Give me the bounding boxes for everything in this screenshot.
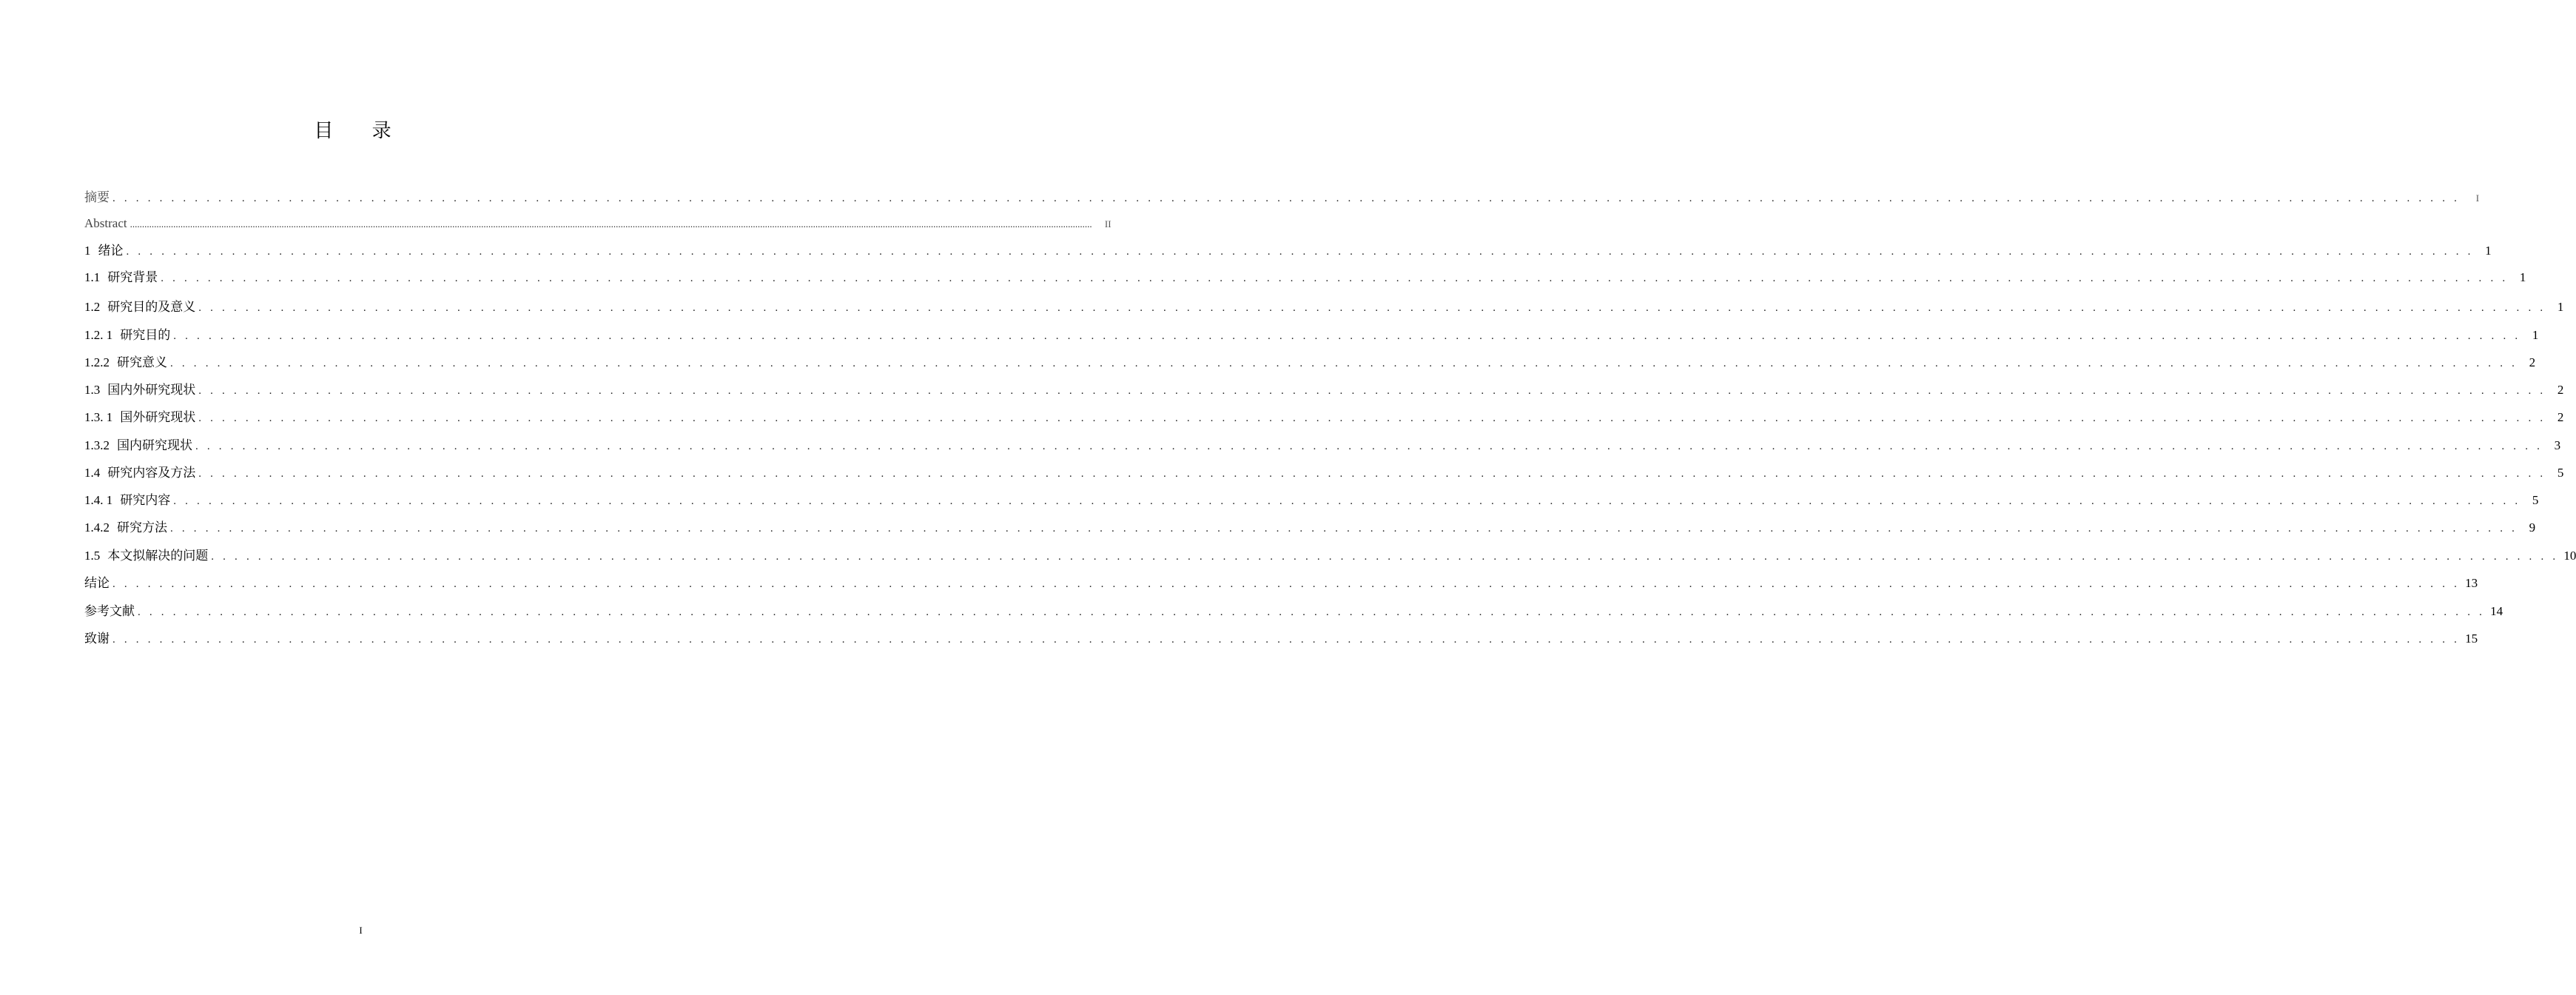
toc-entry-number: 1.3 (84, 383, 101, 397)
toc-entry-page: 14 (2490, 604, 2503, 618)
toc-entry-label (84, 628, 112, 650)
toc-entry[interactable] (84, 212, 1112, 235)
toc-entry-page: 1 (2485, 244, 2492, 258)
toc-entry[interactable] (84, 545, 2576, 567)
dot-leader: . . . . . . . . . . . . . . . . . . . . . . . . . . . . . . . . . . . . . . . . . . . . . . . . . . . . . . . . . . . . . . . . . . . . . . . . . . . . . . . . . . . . . . . . . . . . . . . . . . . . . . . . . . . . . . . . . . . . . . . . . . . . . . . . . . . . . . . . . . . . . . . . . . . . . . . . . . . . . . . . . . . . . . . . . . . . . . . . . . . . . . . . . . . . . . . . . . . . . . . . (195, 440, 2543, 452)
dot-leader: . . . . . . . . . . . . . . . . . . . . . . . . . . . . . . . . . . . . . . . . . . . . . . . . . . . . . . . . . . . . . . . . . . . . . . . . . . . . . . . . . . . . . . . . . . . . . . . . . . . . . . . . . . . . . . . . . . . . . . . . . . . . . . . . . . . . . . . . . . . . . . . . . . . . . . . . . . . . . . . . . . . . . . . . . . . . . . . . . . . . . . . . . . . . . . . . . . . . . . . . (198, 302, 2546, 314)
toc-entry-label (84, 267, 161, 289)
toc-entry-label (84, 296, 198, 318)
toc-entry[interactable] (84, 600, 2503, 623)
toc-entry[interactable] (84, 187, 2480, 209)
toc-entry-number: 1.2. 1 (84, 328, 113, 342)
toc-entry-page: 2 (2529, 355, 2536, 369)
toc-entry[interactable] (84, 628, 2478, 650)
toc-entry-title: 国内外研究现状 (107, 383, 196, 397)
toc-entry-title: 研究方法 (117, 520, 167, 535)
toc-entry-page: 5 (2532, 493, 2539, 507)
toc-entry-label (84, 545, 211, 567)
toc-entry-title: 参考文献 (84, 604, 135, 618)
toc-entry[interactable] (84, 352, 2536, 374)
toc-entry-label (84, 435, 195, 457)
toc-entry[interactable] (84, 379, 2564, 401)
toc-entry[interactable] (84, 240, 2492, 262)
dot-leader: ................................................................................................................................................................................................................................................................................................................................................................................................................ (130, 218, 1092, 230)
toc-entry-title: Abstract (84, 216, 127, 230)
toc-entry-number: 1.2.2 (84, 355, 110, 369)
dot-leader: . . . . . . . . . . . . . . . . . . . . . . . . . . . . . . . . . . . . . . . . . . . . . . . . . . . . . . . . . . . . . . . . . . . . . . . . . . . . . . . . . . . . . . . . . . . . . . . . . . . . . . . . . . . . . . . . . . . . . . . . . . . . . . . . . . . . . . . . . . . . . . . . . . . . . . . . . . . . . . . . . . . . . . . . . . . . . . . . . . . . . . . . . . . . . . . . . . . . . . . . (170, 523, 2518, 535)
dot-leader: . . . . . . . . . . . . . . . . . . . . . . . . . . . . . . . . . . . . . . . . . . . . . . . . . . . . . . . . . . . . . . . . . . . . . . . . . . . . . . . . . . . . . . . . . . . . . . . . . . . . . . . . . . . . . . . . . . . . . . . . . . . . . . . . . . . . . . . . . . . . . . . . . . . . . . . . . . . . . . . . . . . . . . . . . . . . . . . . . . . . . . . . . . . . . . . . . . . . . . . . (198, 468, 2546, 480)
toc-entry-number: 1.5 (84, 549, 101, 563)
toc-entry-label (84, 379, 198, 401)
toc-entry-title: 绪论 (98, 244, 124, 258)
toc-entry-page: 9 (2529, 520, 2536, 535)
toc-entry-title: 国内研究现状 (117, 438, 192, 452)
toc-entry-label (84, 406, 198, 429)
toc-entry-label (84, 240, 127, 262)
toc-entry-page: 2 (2557, 410, 2564, 424)
dot-leader: . . . . . . . . . . . . . . . . . . . . . . . . . . . . . . . . . . . . . . . . . . . . . . . . . . . . . . . . . . . . . . . . . . . . . . . . . . . . . . . . . . . . . . . . . . . . . . . . . . . . . . . . . . . . . . . . . . . . . . . . . . . . . . . . . . . . . . . . . . . . . . . . . . . . . . . . . . . . . . . . . . . . . . . . . . . . . . . . . . . . . . . . . . . . . . . . . . . . . . . . (198, 412, 2546, 424)
dot-leader: . . . . . . . . . . . . . . . . . . . . . . . . . . . . . . . . . . . . . . . . . . . . . . . . . . . . . . . . . . . . . . . . . . . . . . . . . . . . . . . . . . . . . . . . . . . . . . . . . . . . . . . . . . . . . . . . . . . . . . . . . . . . . . . . . . . . . . . . . . . . . . . . . . . . . . . . . . . . . . . . . . . . . . . . . . . . . . . . . . . . . . . . . . . . . . . . . . . . . . . . (112, 634, 2461, 646)
dot-leader: . . . . . . . . . . . . . . . . . . . . . . . . . . . . . . . . . . . . . . . . . . . . . . . . . . . . . . . . . . . . . . . . . . . . . . . . . . . . . . . . . . . . . . . . . . . . . . . . . . . . . . . . . . . . . . . . . . . . . . . . . . . . . . . . . . . . . . . . . . . . . . . . . . . . . . . . . . . . . . . . . . . . . . . . . . . . . . . . . . . . . . . . . . . . . . . . . . . . . . . . (173, 330, 2521, 342)
dot-leader: . . . . . . . . . . . . . . . . . . . . . . . . . . . . . . . . . . . . . . . . . . . . . . . . . . . . . . . . . . . . . . . . . . . . . . . . . . . . . . . . . . . . . . . . . . . . . . . . . . . . . . . . . . . . . . . . . . . . . . . . . . . . . . . . . . . . . . . . . . . . . . . . . . . . . . . . . . . . . . . . . . . . . . . . . . . . . . . . . . . . . . . . . . . . . . . . . . . . . . . . (161, 272, 2509, 284)
toc-entry-title: 国外研究现状 (120, 410, 196, 424)
page-number: I (359, 925, 363, 936)
toc-entry-label (84, 600, 138, 623)
toc-entry-page: 3 (2554, 438, 2561, 452)
toc-entry-page: 5 (2557, 466, 2564, 480)
toc-entry-page: 13 (2465, 576, 2478, 590)
toc-entry-page: 1 (2519, 270, 2526, 284)
toc-entry-number: 1.3. 1 (84, 410, 113, 424)
dot-leader: . . . . . . . . . . . . . . . . . . . . . . . . . . . . . . . . . . . . . . . . . . . . . . . . . . . . . . . . . . . . . . . . . . . . . . . . . . . . . . . . . . . . . . . . . . . . . . . . . . . . . . . . . . . . . . . . . . . . . . . . . . . . . . . . . . . . . . . . . . . . . . . . . . . . . . . . . . . . . . . . . . . . . . . . . . . . . . . . . . . . . . . . . . . . . . . . . . . . . . . . (126, 246, 2474, 258)
toc-entry[interactable] (84, 435, 2561, 457)
toc-entry-label (84, 489, 173, 512)
toc-entry-page: 1 (2557, 300, 2564, 314)
toc-entry-number: 1.3.2 (84, 438, 110, 452)
page-title: 目 录 (314, 120, 408, 142)
toc-entry-page: 1 (2532, 328, 2539, 342)
toc-entry-title: 研究内容 (120, 493, 171, 507)
toc-entry-number: 1.4.2 (84, 520, 110, 535)
toc-entry-number: 1.4 (84, 466, 101, 480)
dot-leader: . . . . . . . . . . . . . . . . . . . . . . . . . . . . . . . . . . . . . . . . . . . . . . . . . . . . . . . . . . . . . . . . . . . . . . . . . . . . . . . . . . . . . . . . . . . . . . . . . . . . . . . . . . . . . . . . . . . . . . . . . . . . . . . . . . . . . . . . . . . . . . . . . . . . . . . . . . . . . . . . . . . . . . . . . . . . . . . . . . . . . . . . . . . . . . . . . . . . . . . . (173, 495, 2521, 507)
toc-entry-page: II (1104, 218, 1112, 230)
toc-entry-title: 研究内容及方法 (107, 466, 196, 480)
dot-leader: . . . . . . . . . . . . . . . . . . . . . . . . . . . . . . . . . . . . . . . . . . . . . . . . . . . . . . . . . . . . . . . . . . . . . . . . . . . . . . . . . . . . . . . . . . . . . . . . . . . . . . . . . . . . . . . . . . . . . . . . . . . . . . . . . . . . . . . . . . . . . . . . . . . . . . . . . . . . . . . . . . . . . . . . . . . . . . . . . . . . . . . . . . . . . . . . . . . . . . . . (112, 192, 2461, 204)
toc-entry-label (84, 187, 112, 209)
toc-entry-number: 1.2 (84, 300, 101, 314)
dot-leader: . . . . . . . . . . . . . . . . . . . . . . . . . . . . . . . . . . . . . . . . . . . . . . . . . . . . . . . . . . . . . . . . . . . . . . . . . . . . . . . . . . . . . . . . . . . . . . . . . . . . . . . . . . . . . . . . . . . . . . . . . . . . . . . . . . . . . . . . . . . . . . . . . . . . . . . . . . . . . . . . . . . . . . . . . . . . . . . . . . . . . . . . . . . . . . . . . . . . . . . . (138, 606, 2486, 618)
toc-entry-title: 研究背景 (107, 270, 158, 284)
toc-entry-page: I (2475, 192, 2480, 204)
dot-leader: . . . . . . . . . . . . . . . . . . . . . . . . . . . . . . . . . . . . . . . . . . . . . . . . . . . . . . . . . . . . . . . . . . . . . . . . . . . . . . . . . . . . . . . . . . . . . . . . . . . . . . . . . . . . . . . . . . . . . . . . . . . . . . . . . . . . . . . . . . . . . . . . . . . . . . . . . . . . . . . . . . . . . . . . . . . . . . . . . . . . . . . . . . . . . . . . . . . . . . . . (170, 358, 2518, 369)
toc-entry-page: 10 (2563, 549, 2576, 563)
toc-entry[interactable] (84, 296, 2564, 318)
toc-entry[interactable] (84, 489, 2539, 512)
toc-entry-label (84, 517, 170, 539)
toc-entry-label (84, 212, 130, 235)
toc-entry-label (84, 352, 170, 374)
toc-entry-title: 摘要 (84, 190, 110, 204)
toc-entry-title: 致谢 (84, 631, 110, 646)
toc-entry-title: 研究意义 (117, 355, 167, 369)
toc-entry[interactable] (84, 517, 2536, 539)
toc-entry-page: 15 (2465, 631, 2478, 646)
toc-entry-title: 本文拟解决的问题 (107, 549, 209, 563)
toc-entry-page: 2 (2557, 383, 2564, 397)
toc-entry[interactable] (84, 462, 2564, 484)
toc-entry-number: 1 (84, 244, 91, 258)
toc-entry-number: 1.4. 1 (84, 493, 113, 507)
toc-entry[interactable] (84, 572, 2478, 594)
toc-entry-number: 1.1 (84, 270, 101, 284)
toc-entry[interactable] (84, 406, 2564, 429)
toc-entry[interactable] (84, 267, 2526, 289)
toc-entry[interactable] (84, 324, 2539, 346)
dot-leader: . . . . . . . . . . . . . . . . . . . . . . . . . . . . . . . . . . . . . . . . . . . . . . . . . . . . . . . . . . . . . . . . . . . . . . . . . . . . . . . . . . . . . . . . . . . . . . . . . . . . . . . . . . . . . . . . . . . . . . . . . . . . . . . . . . . . . . . . . . . . . . . . . . . . . . . . . . . . . . . . . . . . . . . . . . . . . . . . . . . . . . . . . . . . . . . . . . . . . . . . (198, 385, 2546, 397)
toc-entry-title: 结论 (84, 576, 110, 590)
toc-entry-label (84, 324, 173, 346)
toc-entry-label (84, 572, 112, 594)
toc-entry-title: 研究目的及意义 (107, 300, 196, 314)
dot-leader: . . . . . . . . . . . . . . . . . . . . . . . . . . . . . . . . . . . . . . . . . . . . . . . . . . . . . . . . . . . . . . . . . . . . . . . . . . . . . . . . . . . . . . . . . . . . . . . . . . . . . . . . . . . . . . . . . . . . . . . . . . . . . . . . . . . . . . . . . . . . . . . . . . . . . . . . . . . . . . . . . . . . . . . . . . . . . . . . . . . . . . . . . . . . . . . . . . . . . . . . (112, 578, 2461, 590)
toc-entry-title: 研究目的 (120, 328, 171, 342)
dot-leader: . . . . . . . . . . . . . . . . . . . . . . . . . . . . . . . . . . . . . . . . . . . . . . . . . . . . . . . . . . . . . . . . . . . . . . . . . . . . . . . . . . . . . . . . . . . . . . . . . . . . . . . . . . . . . . . . . . . . . . . . . . . . . . . . . . . . . . . . . . . . . . . . . . . . . . . . . . . . . . . . . . . . . . . . . . . . . . . . . . . . . . . . . . . . . . . . . . . . . . . . (211, 551, 2559, 563)
toc-entry-label (84, 462, 198, 484)
